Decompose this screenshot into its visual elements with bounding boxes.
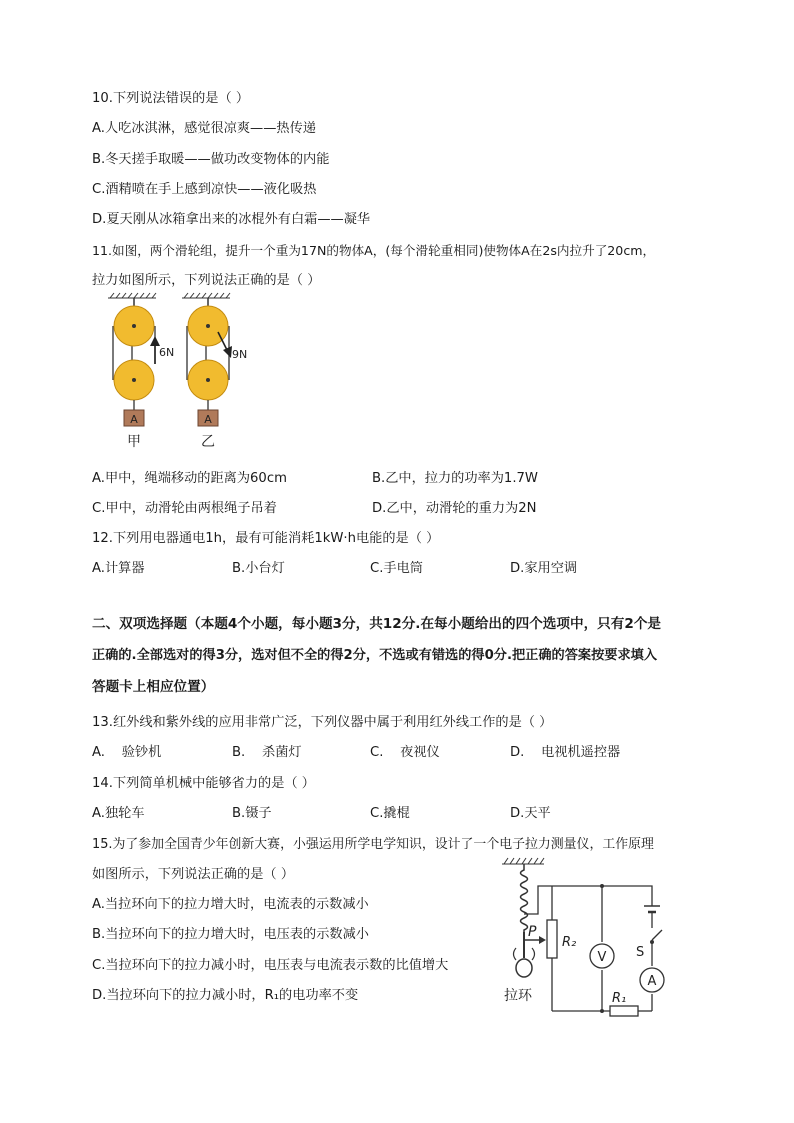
resistor-r1	[610, 1006, 638, 1016]
q11-option-c: C.甲中，动滑轮由两根绳子吊着	[92, 501, 277, 516]
q14-option-b: B.镊子	[232, 806, 272, 821]
q10-option-b: B.冬天搓手取暖——做功改变物体的内能	[92, 152, 330, 167]
arrow-up-icon	[150, 336, 160, 346]
section2-heading-line1: 二、双项选择题（本题4个小题，每小题3分，共12分.在每小题给出的四个选项中，只有2个是	[92, 616, 662, 632]
q13-option-c: C. 夜视仪	[370, 745, 440, 760]
pulley-figure	[96, 292, 256, 452]
q15-stem-line1: 15.为了参加全国青少年创新大赛，小强运用所学电学知识，设计了一个电子拉力测量仪，工作原理	[92, 837, 654, 852]
q14-option-a: A.独轮车	[92, 806, 145, 821]
arrow-down-icon	[223, 346, 232, 358]
q10-option-a: A.人吃冰淇淋，感觉很凉爽——热传递	[92, 121, 316, 136]
q11-option-a: A.甲中，绳端移动的距离为60cm	[92, 471, 287, 486]
left-force-label: 6N	[159, 346, 175, 359]
section2-heading-line2: 正确的.全部选对的得3分，选对但不全的得2分，不选或有错选的得0分.把正确的答案按要求填入	[92, 648, 658, 663]
q12-option-c: C.手电筒	[370, 561, 423, 576]
q11-stem-line2: 拉力如图所示，下列说法正确的是（ ）	[92, 273, 321, 288]
q14-stem: 14.下列简单机械中能够省力的是（ ）	[92, 776, 315, 791]
right-block-label: A	[204, 413, 212, 426]
q13-option-d: D. 电视机遥控器	[510, 745, 621, 760]
q13-stem: 13.红外线和紫外线的应用非常广泛，下列仪器中属于利用红外线工作的是（ ）	[92, 715, 553, 730]
q11-option-b: B.乙中，拉力的功率为1.7W	[372, 471, 538, 486]
r2-label: R₂	[562, 935, 577, 950]
pull-ring	[516, 959, 532, 977]
circuit-ceiling	[502, 858, 544, 864]
q10-stem: 10.下列说法错误的是（ ）	[92, 91, 250, 106]
right-caption: 乙	[201, 434, 215, 450]
q12-option-b: B.小台灯	[232, 561, 285, 576]
section2-heading-line3: 答题卡上相应位置）	[92, 679, 215, 695]
q14-option-c: C.撬棍	[370, 806, 410, 821]
q11-stem-line1: 11.如图，两个滑轮组，提升一个重为17N的物体A，(每个滑轮重相同)使物体A在2s内拉升了20cm，	[92, 243, 656, 258]
ring-label: 拉环	[504, 988, 532, 1004]
q15-option-a: A.当拉环向下的拉力增大时，电流表的示数减小	[92, 897, 369, 912]
q14-option-d: D.天平	[510, 806, 551, 821]
r1-label: R₁	[612, 991, 627, 1006]
left-ceiling	[108, 293, 156, 298]
q12-option-a: A.计算器	[92, 561, 145, 576]
resistor-r2	[547, 920, 557, 958]
right-force-label: 9N	[232, 348, 248, 361]
q15-option-b: B.当拉环向下的拉力增大时，电压表的示数减小	[92, 927, 369, 942]
v-label: V	[597, 950, 607, 965]
q10-option-d: D.夏天刚从冰箱拿出来的冰棍外有白霜——凝华	[92, 212, 371, 227]
q13-option-a: A. 验钞机	[92, 745, 162, 760]
spring	[521, 864, 528, 932]
switch-s	[652, 930, 662, 940]
right-ceiling	[182, 293, 230, 298]
left-block-label: A	[130, 413, 138, 426]
q15-option-c: C.当拉环向下的拉力减小时，电压表与电流表示数的比值增大	[92, 958, 449, 973]
a-label: A	[647, 974, 657, 989]
circuit-figure	[494, 856, 694, 1026]
q15-stem-line2: 如图所示，下列说法正确的是（ ）	[92, 867, 295, 882]
q10-option-c: C.酒精喷在手上感到凉快——液化吸热	[92, 182, 317, 197]
q12-stem: 12.下列用电器通电1h，最有可能消耗1kW·h电能的是（ ）	[92, 531, 440, 546]
q11-option-d: D.乙中，动滑轮的重力为2N	[372, 501, 537, 516]
s-label: S	[636, 945, 645, 960]
q15-option-d: D.当拉环向下的拉力减小时，R₁的电功率不变	[92, 988, 359, 1003]
q13-option-b: B. 杀菌灯	[232, 745, 302, 760]
left-caption: 甲	[127, 434, 141, 450]
p-label: P	[528, 924, 537, 940]
q12-option-d: D.家用空调	[510, 561, 578, 576]
